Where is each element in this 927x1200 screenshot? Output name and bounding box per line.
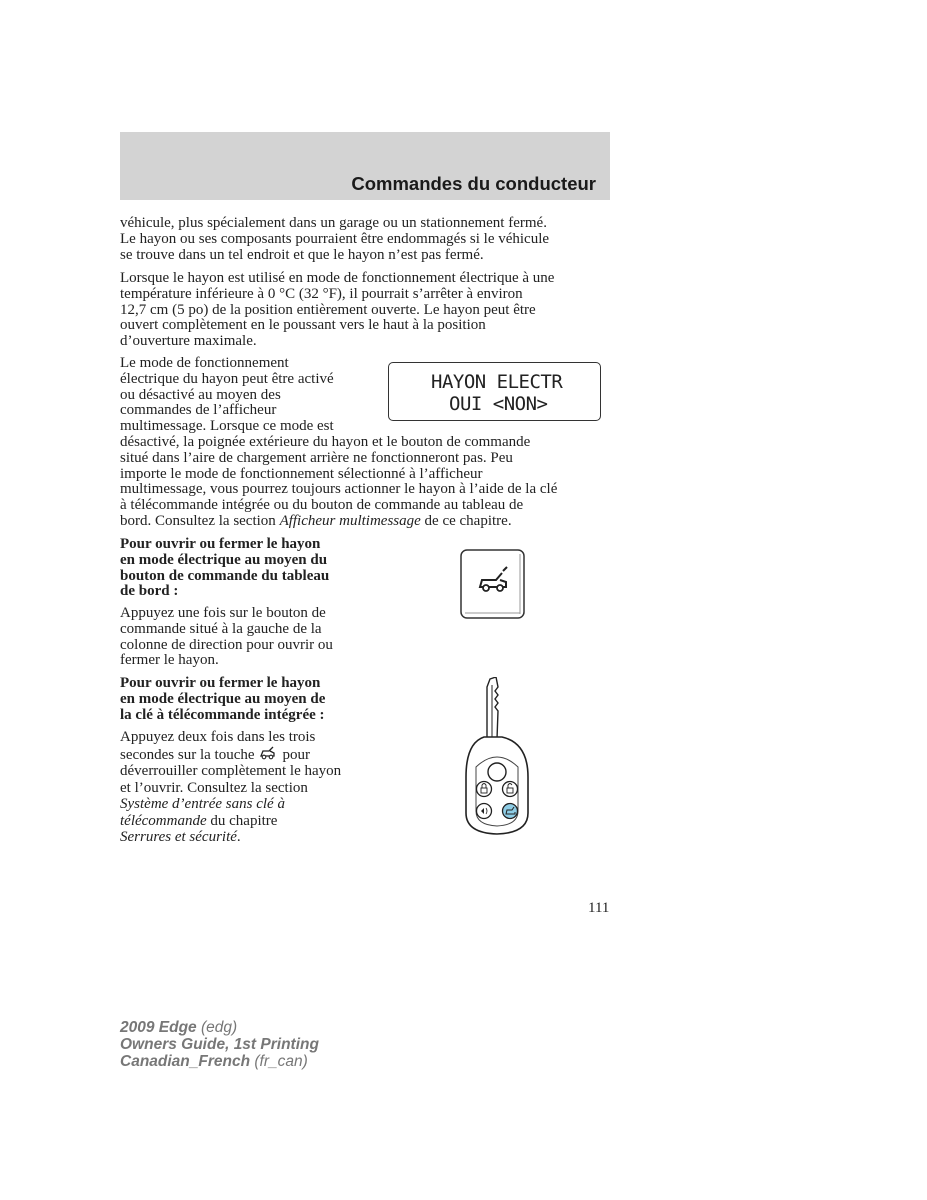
text-fragment: du chapitre	[206, 812, 278, 829]
dash-button-heading	[120, 537, 329, 600]
text-line: en mode électrique au moyen du	[120, 551, 328, 568]
section-title: Commandes du conducteur	[351, 173, 596, 194]
liftgate-symbol-icon	[259, 746, 277, 760]
text-line	[120, 514, 557, 530]
dash-button-paragraph	[120, 606, 333, 669]
display-line-1: HAYON ELECTR	[431, 371, 563, 393]
text-line: Système d’entrée sans clé à	[120, 796, 285, 812]
text-line: 12,7 cm (5 po) de la position entièrement ouverte. Le hayon peut être	[120, 301, 536, 318]
footer-lang-code: (fr_can)	[250, 1053, 308, 1070]
text-fragment: .	[236, 829, 241, 845]
text-line: se trouve dans un tel endroit et que le hayon n’est pas fermé.	[120, 246, 484, 263]
key-fob-icon	[462, 677, 532, 837]
text-line: multimessage, vous pourrez toujours actionner le hayon à l’aide de la clé	[120, 481, 558, 498]
text-line: déverrouiller complètement le hayon	[120, 763, 342, 779]
document-footer	[120, 1019, 319, 1070]
text-fragment: secondes sur la touche	[120, 746, 255, 763]
text-line: Pour ouvrir ou fermer le hayon	[120, 536, 321, 552]
footer-lang: Canadian_French	[120, 1053, 251, 1070]
text-line: situé dans l’aire de chargement arrière ne fonctionneront pas. Peu	[120, 449, 513, 466]
display-line-2: OUI <NON>	[449, 393, 548, 415]
text-fragment: télécommande	[120, 812, 207, 829]
section-reference: Afficheur multimessage	[279, 512, 421, 529]
text-line: en mode électrique au moyen de	[120, 690, 326, 707]
text-line: d’ouverture maximale.	[120, 333, 257, 350]
liftgate-button-icon	[460, 549, 525, 619]
text-line: de bord :	[120, 583, 179, 600]
text-line: Le mode de fonctionnement	[120, 355, 289, 371]
footer-model-code: (edg)	[196, 1019, 238, 1036]
section-header	[120, 132, 610, 200]
multimessage-display	[388, 362, 601, 421]
text-line: ou désactivé au moyen des	[120, 386, 281, 403]
text-fragment: de ce chapitre.	[420, 512, 512, 529]
text-line: commandes de l’afficheur	[120, 402, 277, 419]
text-line	[120, 813, 341, 830]
text-line: colonne de direction pour ouvrir ou	[120, 636, 333, 653]
text-line: Pour ouvrir ou fermer le hayon	[120, 675, 321, 691]
text-line: importe le mode de fonctionnement sélectionné à l’afficheur	[120, 465, 483, 482]
text-line: ouvert complètement en le poussant vers le haut à la position	[120, 317, 486, 334]
text-fragment: Serrures et sécurité	[120, 829, 237, 845]
footer-line	[120, 1053, 319, 1070]
text-line	[120, 829, 341, 846]
footer-model: 2009 Edge	[120, 1019, 197, 1036]
footer-line	[120, 1019, 319, 1036]
text-line: température inférieure à 0 °C (32 °F), il pourrait s’arrêter à environ	[120, 285, 523, 302]
text-line: Appuyez deux fois dans les trois	[120, 729, 316, 745]
text-line: électrique du hayon peut être activé	[120, 370, 334, 387]
text-line	[120, 746, 341, 764]
text-line: à télécommande intégrée ou du bouton de commande au tableau de	[120, 497, 524, 514]
text-line: véhicule, plus spécialement dans un garage ou un stationnement fermé.	[120, 215, 547, 231]
intro-paragraph	[120, 216, 549, 263]
text-line: commande situé à la gauche de la	[120, 620, 322, 637]
footer-guide: Owners Guide, 1st Printing	[120, 1036, 319, 1053]
text-fragment: pour	[282, 746, 311, 763]
key-fob-heading	[120, 676, 325, 723]
page-number: 111	[588, 900, 610, 916]
text-line: Appuyez une fois sur le bouton de	[120, 605, 326, 621]
text-line: Lorsque le hayon est utilisé en mode de fonctionnement électrique à une	[120, 270, 555, 286]
key-fob-paragraph	[120, 729, 341, 846]
temperature-paragraph	[120, 271, 554, 350]
text-line: multimessage. Lorsque ce mode est	[120, 418, 334, 435]
text-fragment: bord. Consultez la section	[120, 512, 280, 529]
text-line: bouton de commande du tableau	[120, 567, 330, 584]
text-line: désactivé, la poignée extérieure du hayon et le bouton de commande	[120, 433, 531, 450]
text-line: fermer le hayon.	[120, 652, 219, 669]
text-line: Le hayon ou ses composants pourraient être endommagés si le véhicule	[120, 230, 550, 247]
text-line: et l’ouvrir. Consultez la section	[120, 779, 308, 796]
text-line: la clé à télécommande intégrée :	[120, 706, 325, 723]
